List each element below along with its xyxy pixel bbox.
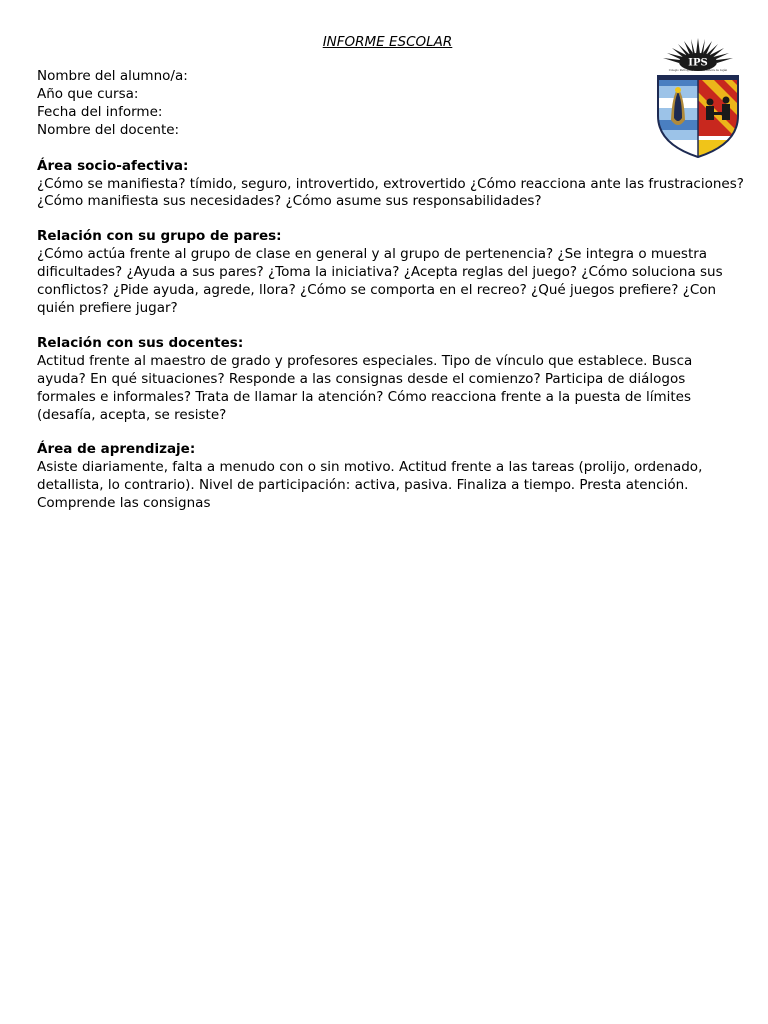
- section-text: Actitud frente al maestro de grado y profesores especiales. Tipo de vínculo que establece. Busca ayuda? En qué situaciones? Responde a las consignas desde el comienzo? Participa de diálogos formales e informales? Trata de llamar la atención? Cómo reacciona frente a la puesta de límites (desafía, acepta, se resiste?: [37, 352, 693, 423]
- section-heading: Área socio-afectiva:: [37, 157, 189, 174]
- section-heading: Área de aprendizaje:: [37, 441, 196, 458]
- section-text: ¿Cómo se manifiesta? tímido, seguro, introvertido, extrovertido ¿Cómo reacciona ante las frustraciones?: [37, 175, 744, 192]
- document-title: INFORME ESCOLAR: [322, 34, 453, 50]
- crest-text: Colegio Parroquial Nuestra Señora de Luján: [668, 69, 728, 72]
- section-text: Asiste diariamente, falta a menudo con o sin motivo. Actitud frente a las tareas (prolijo, ordenado, detallista, lo contrario). Nivel de participación: activa, pasiva. Finaliza a tiempo. Presta atención. Comprende las consignas: [37, 459, 703, 512]
- section-socio-affective: [37, 158, 745, 212]
- field-student-name: Nombre del alumno/a:: [37, 68, 188, 84]
- section-heading: Relación con sus docentes:: [37, 334, 244, 351]
- section-peer-group: [37, 228, 745, 318]
- field-teacher-name: Nombre del docente:: [37, 121, 180, 138]
- student-info-fields: [37, 68, 745, 140]
- section-text: ¿Cómo actúa frente al grupo de clase en general y al grupo de pertenencia? ¿Se integra o muestra dificultades? ¿Ayuda a sus pares? ¿Toma la iniciativa? ¿Acepta reglas del juego? ¿Cómo soluciona sus conflictos? ¿Pide ayuda, agrede, llora? ¿Cómo se comporta en el recreo? ¿Qué juegos prefiere? ¿Con quién prefiere jugar?: [37, 246, 723, 316]
- field-report-date: Fecha del informe:: [37, 103, 163, 120]
- crest-monogram: IPS: [688, 57, 708, 69]
- field-grade-year: Año que cursa:: [37, 85, 139, 102]
- section-teachers: [37, 335, 745, 425]
- section-text: ¿Cómo manifiesta sus necesidades? ¿Cómo asume sus responsabilidades?: [37, 193, 542, 210]
- section-learning: [37, 441, 745, 513]
- section-heading: Relación con su grupo de pares:: [37, 228, 282, 245]
- document-body: [37, 68, 745, 530]
